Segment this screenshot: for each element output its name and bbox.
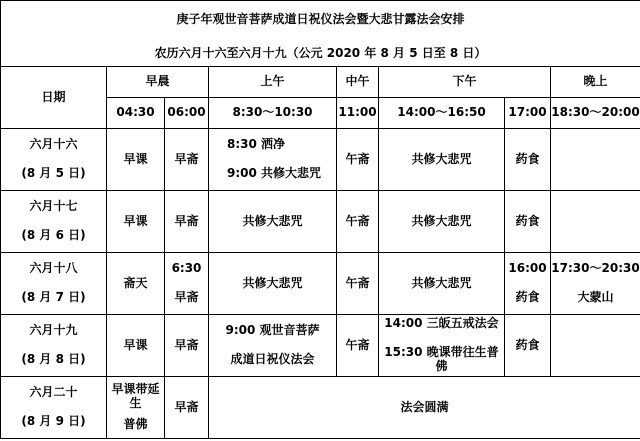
table-row	[1, 315, 640, 377]
cell-1700: 药食	[505, 129, 551, 191]
cell-1700: 药食	[505, 191, 551, 253]
cell-0600: 早斋	[165, 377, 209, 439]
cell-0430: 早课	[107, 191, 165, 253]
lunar-date: 六月十六	[29, 137, 78, 152]
lunar-date: 六月十七	[29, 199, 78, 214]
forenoon-line: 8:30 洒净	[227, 137, 286, 152]
date-cell	[1, 129, 107, 191]
cell-1700	[505, 253, 551, 315]
closing-cell: 法会圆满	[209, 377, 640, 439]
cell-0430: 早课	[107, 315, 165, 377]
date-cell	[1, 377, 107, 439]
forenoon-line: 9:00 观世音菩萨	[225, 323, 320, 338]
table-row	[1, 377, 640, 439]
solar-date: (8 月 5 日)	[21, 166, 86, 180]
time-line: 16:00	[508, 261, 547, 276]
activity-line: 药食	[515, 290, 540, 304]
cell-evening	[551, 129, 640, 191]
cell-afternoon: 共修大悲咒	[379, 253, 505, 315]
time-header: 8:30～10:30	[209, 98, 337, 129]
time-header: 14:00～16:50	[379, 98, 505, 129]
solar-date: (8 月 9 日)	[21, 414, 86, 428]
cell-0430: 斋天	[107, 253, 165, 315]
afternoon-line: 15:30 晚课带往生普佛	[384, 345, 499, 373]
cell-evening	[551, 191, 640, 253]
cell-0430: 早课	[107, 129, 165, 191]
lunar-date: 六月二十	[29, 385, 78, 400]
time-header: 11:00	[337, 98, 379, 129]
cell-0600: 早斋	[165, 191, 209, 253]
cell-afternoon	[379, 315, 505, 377]
title-cell	[1, 1, 640, 67]
table-row	[1, 191, 640, 253]
cell-evening	[551, 315, 640, 377]
cell-noon: 午斋	[337, 129, 379, 191]
group-header-morning: 早晨	[107, 67, 209, 98]
cell-forenoon: 共修大悲咒	[209, 191, 337, 253]
cell-1700: 药食	[505, 315, 551, 377]
lunar-date: 六月十八	[29, 261, 78, 276]
cell-afternoon: 共修大悲咒	[379, 191, 505, 253]
activity-line: 早课带延生	[111, 381, 160, 410]
forenoon-line: 9:00 共修大悲咒	[227, 166, 322, 180]
time-line: 17:30～20:30	[551, 261, 640, 276]
cell-0600: 早斋	[165, 129, 209, 191]
page-subtitle: 农历六月十六至六月十九（公元 2020 年 8 月 5 日至 8 日）	[154, 45, 487, 60]
cell-evening	[551, 253, 640, 315]
activity-line: 普佛	[123, 417, 148, 432]
group-header-noon: 中午	[337, 67, 379, 98]
group-header-forenoon: 上午	[209, 67, 337, 98]
cell-noon: 午斋	[337, 315, 379, 377]
group-header-evening: 晚上	[551, 67, 640, 98]
activity-line: 早斋	[174, 290, 199, 304]
forenoon-line: 成道日祝仪法会	[230, 352, 315, 366]
cell-afternoon: 共修大悲咒	[379, 129, 505, 191]
cell-noon: 午斋	[337, 191, 379, 253]
afternoon-line: 14:00 三皈五戒法会	[384, 316, 499, 331]
activity-line: 大蒙山	[577, 290, 614, 304]
solar-date: (8 月 6 日)	[21, 228, 86, 242]
lunar-date: 六月十九	[29, 323, 78, 338]
time-header: 04:30	[107, 98, 165, 129]
cell-0430	[107, 377, 165, 439]
cell-0600	[165, 253, 209, 315]
cell-forenoon	[209, 129, 337, 191]
date-cell	[1, 315, 107, 377]
table-row	[1, 129, 640, 191]
time-header: 18:30～20:00	[551, 98, 640, 129]
table-row	[1, 253, 640, 315]
group-header-afternoon: 下午	[379, 67, 551, 98]
time-header: 17:00	[505, 98, 551, 129]
cell-forenoon: 共修大悲咒	[209, 253, 337, 315]
cell-noon: 午斋	[337, 253, 379, 315]
time-header: 06:00	[165, 98, 209, 129]
cell-0600: 早斋	[165, 315, 209, 377]
solar-date: (8 月 7 日)	[21, 290, 86, 304]
date-header: 日期	[1, 67, 107, 129]
date-cell	[1, 191, 107, 253]
page-title: 庚子年观世音菩萨成道日祝仪法会暨大悲甘露法会安排	[176, 12, 465, 26]
date-cell	[1, 253, 107, 315]
cell-forenoon	[209, 315, 337, 377]
solar-date: (8 月 8 日)	[21, 352, 86, 366]
time-line: 6:30	[171, 261, 202, 276]
